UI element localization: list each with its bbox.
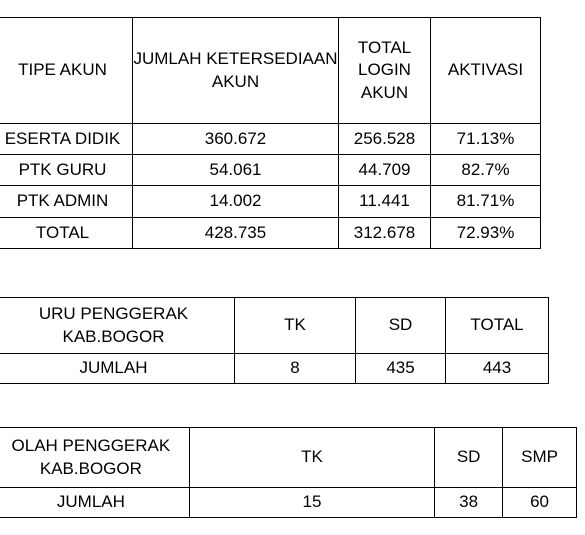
header-cell: URU PENGGERAK KAB.BOGOR xyxy=(0,298,235,354)
header-cell: AKTIVASI xyxy=(431,18,541,124)
table-cell: 428.735 xyxy=(133,218,339,249)
header-cell: TIPE AKUN xyxy=(0,18,133,124)
table-cell: 443 xyxy=(446,354,549,384)
table-cell: 81.71% xyxy=(431,186,541,218)
table-header-row xyxy=(0,298,549,354)
table-row xyxy=(0,155,541,186)
header-cell: TOTAL xyxy=(446,298,549,354)
table-cell: 44.709 xyxy=(339,155,431,186)
table-row xyxy=(0,488,577,518)
table-cell: 60 xyxy=(503,488,577,518)
guru-penggerak-table xyxy=(0,297,549,384)
table-cell: 15 xyxy=(189,488,434,518)
table-cell: 360.672 xyxy=(133,124,339,155)
table-cell: 54.061 xyxy=(133,155,339,186)
table-cell: ESERTA DIDIK xyxy=(0,124,133,155)
header-cell: SD xyxy=(435,428,503,488)
table-cell: 11.441 xyxy=(339,186,431,218)
table-header-row xyxy=(0,18,541,124)
sekolah-penggerak-table xyxy=(0,427,577,518)
table-cell: PTK ADMIN xyxy=(0,186,133,218)
account-activation-table xyxy=(0,17,541,249)
table-cell: 312.678 xyxy=(339,218,431,249)
header-cell: OLAH PENGGERAK KAB.BOGOR xyxy=(0,428,189,488)
table-cell: 38 xyxy=(435,488,503,518)
table-cell: 256.528 xyxy=(339,124,431,155)
header-cell: TK xyxy=(189,428,434,488)
table-cell: 435 xyxy=(356,354,446,384)
header-cell: TOTAL LOGIN AKUN xyxy=(339,18,431,124)
table-header-row xyxy=(0,428,577,488)
table-row xyxy=(0,354,549,384)
table-row xyxy=(0,124,541,155)
table-cell: 72.93% xyxy=(431,218,541,249)
table-cell: JUMLAH xyxy=(0,488,189,518)
table-cell: 14.002 xyxy=(133,186,339,218)
table-row xyxy=(0,186,541,218)
table-cell: 82.7% xyxy=(431,155,541,186)
header-cell: SMP xyxy=(503,428,577,488)
table-cell: 71.13% xyxy=(431,124,541,155)
table-cell: JUMLAH xyxy=(0,354,235,384)
table-cell: PTK GURU xyxy=(0,155,133,186)
table-cell: TOTAL xyxy=(0,218,133,249)
header-cell: SD xyxy=(356,298,446,354)
table-cell: 8 xyxy=(235,354,356,384)
header-cell: TK xyxy=(235,298,356,354)
header-cell: JUMLAH KETERSEDIAAN AKUN xyxy=(133,18,339,124)
table-total-row xyxy=(0,218,541,249)
